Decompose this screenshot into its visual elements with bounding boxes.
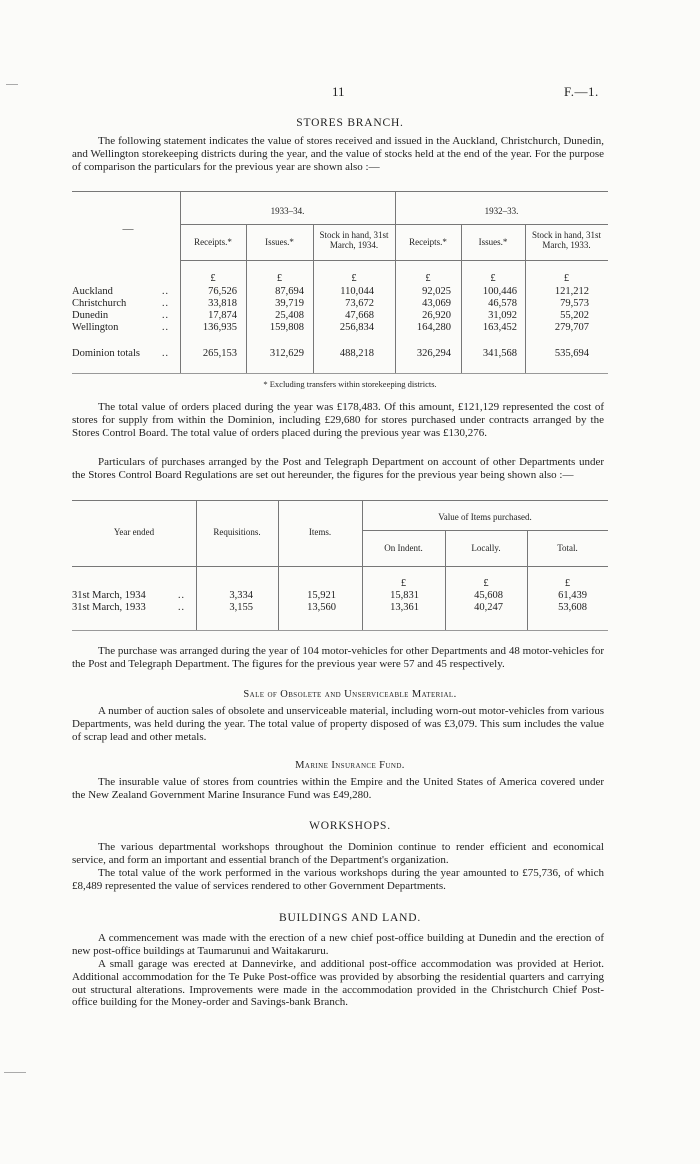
- value-cell: 26,920: [422, 310, 451, 321]
- col-issues: Issues.*: [478, 237, 508, 247]
- table-stub: —: [122, 223, 134, 235]
- value-cell: 25,408: [275, 310, 304, 321]
- value-cell: 164,280: [416, 322, 451, 333]
- col-requisitions: Requisitions.: [213, 527, 261, 537]
- page-number: 11: [332, 84, 345, 99]
- currency-sign: £: [276, 273, 283, 284]
- value-cell: 326,294: [416, 348, 451, 359]
- purchases-paragraph: Particulars of purchases arranged by the Post and Telegraph Department on account of other Departments under the Stores Control Board Regulations are set out hereunder, the figures for the previous year being shown also :—: [72, 456, 604, 481]
- value-cell: 39,719: [275, 298, 304, 309]
- value-cell: 100,446: [482, 286, 517, 297]
- leader-dots: ..: [162, 298, 169, 309]
- leader-dots: ..: [178, 602, 185, 613]
- value-cell: 40,247: [474, 602, 503, 613]
- value-cell: 535,694: [554, 348, 589, 359]
- leader-dots: ..: [162, 310, 169, 321]
- margin-mark: [6, 84, 18, 85]
- value-cell: 488,218: [339, 348, 374, 359]
- col-receipts: Receipts.*: [409, 237, 447, 247]
- row-label: Auckland: [72, 286, 113, 297]
- page-reference: F.—1.: [564, 84, 599, 99]
- value-cell: 87,694: [275, 286, 304, 297]
- orders-paragraph: The total value of orders placed during the year was £178,483. Of this amount, £121,129 represented the cost of stores for supply from within the Dominion, including £29,680 for stores purchased under contracts arranged by the Stores Control Board. The total value of orders placed during the previous year was £130,276.: [72, 401, 604, 439]
- value-cell: 73,672: [345, 298, 374, 309]
- currency-sign: £: [400, 578, 407, 589]
- col-on-indent: On Indent.: [384, 543, 423, 553]
- value-cell: 256,834: [339, 322, 374, 333]
- value-cell: 279,707: [554, 322, 589, 333]
- col-issues: Issues.*: [265, 237, 294, 247]
- value-cell: 46,578: [488, 298, 517, 309]
- value-cell: 33,818: [208, 298, 237, 309]
- value-cell: 31,092: [488, 310, 517, 321]
- row-label: Wellington: [72, 322, 119, 333]
- leader-dots: ..: [178, 590, 185, 601]
- value-cell: 341,568: [482, 348, 517, 359]
- col-year-ended: Year ended: [113, 527, 155, 537]
- value-cell: 136,935: [202, 322, 237, 333]
- margin-mark: [4, 1072, 26, 1073]
- currency-sign: £: [483, 578, 489, 589]
- workshops-heading: WORKSHOPS.: [309, 820, 391, 832]
- value-cell: 265,153: [202, 348, 237, 359]
- marine-paragraph: The insurable value of stores from countries within the Empire and the United States of America covered under the New Zealand Government Marine Insurance Fund was £49,280.: [72, 776, 604, 801]
- motor-vehicles-paragraph: The purchase was arranged during the year of 104 motor-vehicles for other Departments and 48 motor-vehicles for the Post and Telegraph Department. The figures for the previous year were 57 and 45 respectively.: [72, 645, 604, 670]
- col-items: Items.: [308, 527, 332, 537]
- period-1932-33: 1932–33.: [484, 206, 519, 216]
- buildings-paragraph-1: A commencement was made with the erection of a new chief post-office building at Dunedin and the erection of new post-office buildings at Taumarunui and Waitakaruru.: [72, 932, 604, 957]
- value-cell: 76,526: [208, 286, 237, 297]
- leader-dots: ..: [162, 348, 169, 359]
- value-cell: 13,361: [390, 602, 419, 613]
- currency-sign: £: [563, 273, 570, 284]
- sale-paragraph: A number of auction sales of obsolete and unserviceable material, including worn-out motor-vehicles from various Departments, was held during the year. The total value of property disposed of was £3,079. This sum includes the value of scrap lead and other metals.: [72, 705, 604, 743]
- row-label: 31st March, 1933: [72, 602, 146, 613]
- period-1933-34: 1933–34.: [270, 206, 305, 216]
- value-cell: 45,608: [474, 590, 503, 601]
- value-cell: 3,155: [229, 602, 253, 613]
- table-footnote: * Excluding transfers within storekeeping districts.: [263, 379, 437, 389]
- buildings-paragraph-2: A small garage was erected at Dannevirke, and additional post-office accommodation was provided at Heriot. Additional accommodation for the Te Puke Post-office was provided by absorbing the residential quarters and carrying out structural alterations. Improvements were made in the accommodation provided in the Christchurch Chief Post-office building for the Money-order and Savings-bank Branch.: [72, 958, 604, 1009]
- workshops-paragraph-2: The total value of the work performed in the various workshops during the year amounted to £75,736, of which £8,489 represented the value of services rendered to other Government Departments.: [72, 867, 604, 892]
- currency-sign: £: [351, 273, 357, 284]
- sale-heading: Sale of Obsolete and Unserviceable Material.: [243, 689, 457, 700]
- value-cell: 15,831: [390, 590, 419, 601]
- value-cell: 79,573: [560, 298, 589, 309]
- value-cell: 312,629: [269, 348, 304, 359]
- currency-sign: £: [564, 578, 571, 589]
- value-cell: 121,212: [554, 286, 589, 297]
- value-cell: 110,044: [340, 286, 374, 297]
- leader-dots: ..: [162, 286, 169, 297]
- col-locally: Locally.: [471, 543, 501, 553]
- col-total: Total.: [557, 543, 578, 553]
- value-cell: 53,608: [558, 602, 587, 613]
- buildings-heading: BUILDINGS AND LAND.: [278, 912, 421, 924]
- col-receipts: Receipts.*: [194, 237, 232, 247]
- value-cell: 17,874: [208, 310, 237, 321]
- currency-sign: £: [210, 273, 216, 284]
- row-label: 31st March, 1934: [72, 590, 146, 601]
- value-cell: 92,025: [422, 286, 451, 297]
- value-cell: 159,808: [269, 322, 304, 333]
- value-cell: 43,069: [422, 298, 451, 309]
- col-stock-1934: Stock in hand, 31st March, 1934.: [319, 230, 389, 250]
- row-label: Dunedin: [72, 310, 109, 321]
- row-label: Dominion totals: [72, 348, 140, 359]
- currency-sign: £: [490, 273, 496, 284]
- row-label: Christchurch: [72, 298, 127, 309]
- value-cell: 163,452: [482, 322, 517, 333]
- value-cell: 13,560: [307, 602, 336, 613]
- col-value-purchased: Value of Items purchased.: [438, 512, 532, 522]
- value-cell: 55,202: [560, 310, 589, 321]
- workshops-paragraph-1: The various departmental workshops throughout the Dominion continue to render efficient and economical service, and form an important and essential branch of the Department's organization.: [72, 841, 604, 866]
- value-cell: 61,439: [558, 590, 587, 601]
- value-cell: 3,334: [229, 590, 253, 601]
- currency-sign: £: [425, 273, 431, 284]
- marine-heading: Marine Insurance Fund.: [295, 760, 405, 771]
- leader-dots: ..: [162, 322, 169, 333]
- stores-intro: The following statement indicates the value of stores received and issued in the Auckland, Christchurch, Dunedin, and Wellington storekeeping districts during the year, and the value of stocks held at the end of the year. For the purpose of comparison the particulars for the previous year are shown also :—: [72, 135, 604, 173]
- value-cell: 15,921: [307, 590, 336, 601]
- col-stock-1933: Stock in hand, 31st March, 1933.: [532, 230, 601, 250]
- stores-heading: STORES BRANCH.: [296, 117, 404, 129]
- value-cell: 47,668: [345, 310, 374, 321]
